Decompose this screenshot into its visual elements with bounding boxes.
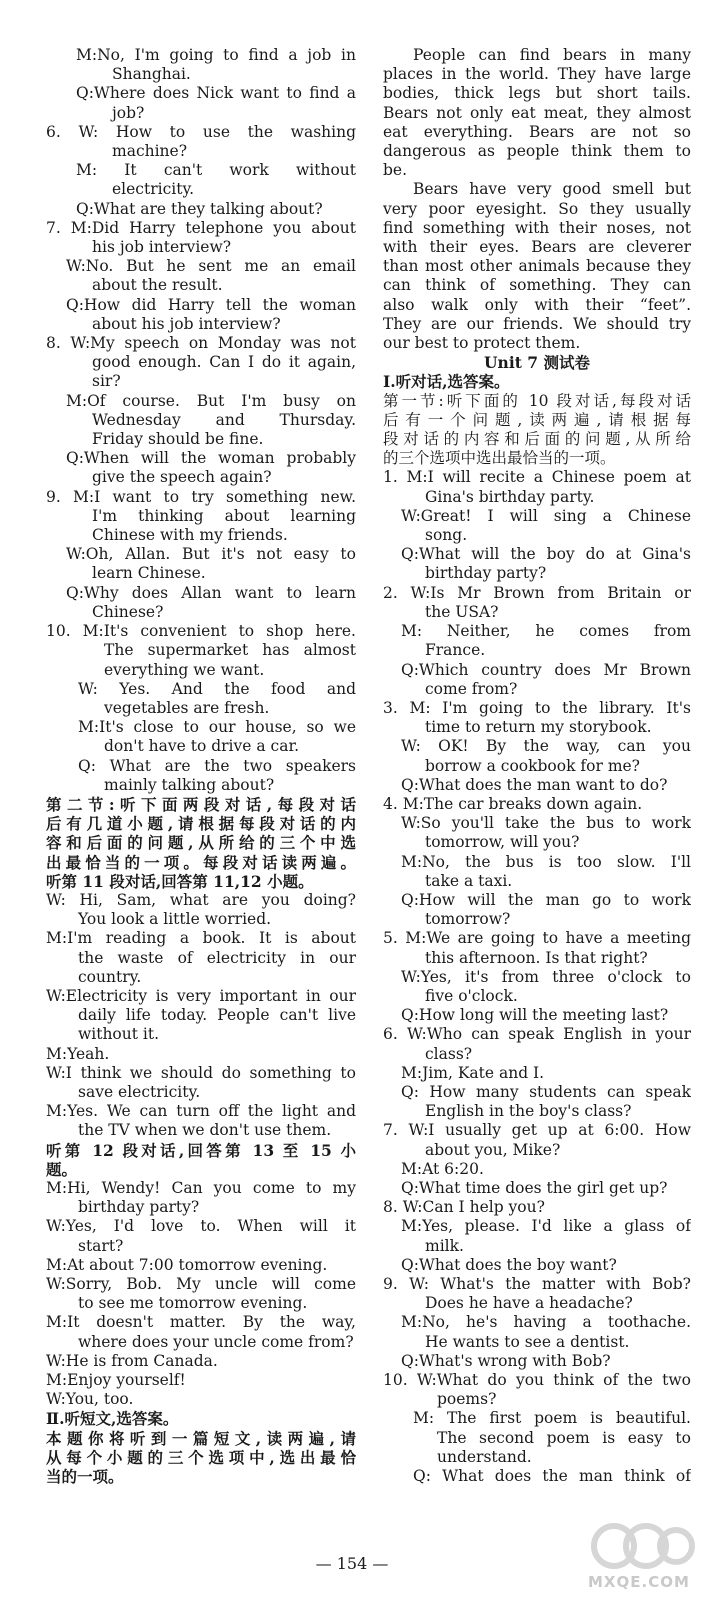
- right-column-line: this afternoon. Is that right?: [425, 948, 648, 967]
- right-column-line: France.: [425, 641, 486, 660]
- left-column-line: Wednesday and Thursday.: [92, 410, 356, 429]
- left-column-line: give the speech again?: [92, 468, 272, 487]
- right-column-line: W:Great! I will sing a Chinese: [401, 506, 691, 525]
- right-column-line: 3. M: I'm going to the library. It's: [383, 698, 691, 717]
- right-column-line: borrow a cookbook for me?: [425, 756, 640, 775]
- right-column-line: tomorrow, will you?: [425, 833, 580, 852]
- left-column-line: M:It doesn't matter. By the way,: [46, 1313, 356, 1332]
- left-column-line: good enough. Can I do it again,: [92, 353, 356, 372]
- left-column-line: W:You, too.: [46, 1390, 134, 1409]
- right-column-line: poems?: [437, 1390, 497, 1409]
- right-column-line: W:Yes, it's from three o'clock to: [401, 967, 691, 986]
- left-column-line: job?: [112, 103, 145, 122]
- left-column-line: country.: [78, 967, 142, 986]
- left-column-line: W:Sorry, Bob. My uncle will come: [46, 1275, 356, 1293]
- right-column-line: eat everything. Bears are not so: [383, 122, 691, 141]
- left-column-line: W:Oh, Allan. But it's not easy to: [66, 545, 356, 564]
- right-column-line: find something with their noses, not: [383, 218, 691, 237]
- right-column-line: be.: [383, 161, 408, 180]
- right-column-line: can think of something. They can: [383, 276, 691, 295]
- left-column-line: W:He is from Canada.: [46, 1351, 218, 1370]
- left-column-line: 听第 12 段对话,回答第 13 至 15 小: [46, 1140, 356, 1160]
- left-column-line: his job interview?: [92, 238, 232, 257]
- right-column-line: milk.: [425, 1236, 464, 1255]
- right-column-line: M:No, the bus is too slow. I'll: [401, 852, 691, 871]
- left-column-line: Chinese with my friends.: [92, 526, 288, 545]
- right-column-line: 2. W:Is Mr Brown from Britain or: [383, 583, 691, 602]
- right-column-line: M: The first poem is beautiful.: [413, 1409, 691, 1428]
- left-column-line: Q: What are the two speakers: [78, 756, 356, 775]
- right-column-line: song.: [425, 526, 468, 545]
- right-column-line: 7. W:I usually get up at 6:00. How: [383, 1121, 691, 1140]
- left-column-line: Q:How did Harry tell the woman: [66, 295, 356, 314]
- left-column-line: sir?: [92, 372, 121, 391]
- left-column-line: Q:Where does Nick want to find a: [76, 84, 356, 103]
- right-column-line: 8. W:Can I help you?: [383, 1198, 545, 1217]
- left-column-line: M:Of course. But I'm busy on: [66, 391, 356, 410]
- right-column-line: 1. M:I will recite a Chinese poem at: [383, 468, 691, 487]
- left-column: [46, 46, 356, 1486]
- right-column-line: very poor eyesight. So they usually: [383, 199, 691, 218]
- right-column-line: dangerous as people think them to: [383, 142, 691, 161]
- right-column-line: Gina's birthday party.: [425, 487, 595, 506]
- left-column-line: 当的一项。: [46, 1467, 124, 1487]
- right-column-line: come from?: [425, 679, 518, 698]
- left-column-line: the TV when we don't use them.: [78, 1121, 332, 1140]
- right-column-line: English in the boy's class?: [425, 1102, 632, 1121]
- right-column-line: Q:What's wrong with Bob?: [401, 1351, 611, 1370]
- right-column-line: M:At 6:20.: [401, 1159, 484, 1178]
- right-column-line: The second poem is easy to: [437, 1428, 691, 1447]
- right-column-line: Q:What does the man want to do?: [401, 775, 668, 794]
- right-column-line: 第一节:听下面的 10 段对话,每段对话: [383, 391, 691, 410]
- right-column-line: take a taxi.: [425, 871, 513, 890]
- right-column-line: Q:What time does the girl get up?: [401, 1178, 668, 1197]
- right-column-line: 的三个选项中选出最恰当的一项。: [383, 449, 616, 468]
- right-column-line: understand.: [437, 1447, 532, 1466]
- right-column-line: 9. W: What's the matter with Bob?: [383, 1275, 691, 1293]
- left-column-line: Q:Why does Allan want to learn: [66, 583, 356, 602]
- left-column-line: everything we want.: [104, 660, 265, 679]
- right-column-line: Q:Which country does Mr Brown: [401, 660, 691, 679]
- right-column-line: than most other animals because they: [383, 257, 691, 276]
- right-column-line: 段对话的内容和后面的问题,从所给: [383, 430, 691, 449]
- right-column-line: 5. M:We are going to have a meeting: [383, 929, 691, 948]
- left-column-line: the waste of electricity in our: [78, 948, 356, 967]
- right-column-line: M:No, he's having a toothache.: [401, 1313, 691, 1332]
- left-column-line: about the result.: [92, 276, 223, 295]
- right-column-line: M: Neither, he comes from: [401, 622, 691, 641]
- right-column-line: M:Jim, Kate and I.: [401, 1063, 545, 1082]
- left-column-line: W: Yes. And the food and: [78, 679, 356, 698]
- right-column: [383, 46, 691, 1486]
- right-column-line: class?: [425, 1044, 473, 1063]
- left-column-line: You look a little worried.: [78, 910, 272, 929]
- left-column-line: 容和后面的问题,从所给的三个中选: [46, 833, 356, 853]
- right-column-line: tomorrow?: [425, 910, 511, 929]
- left-column-line: vegetables are fresh.: [104, 698, 270, 717]
- right-column-line: also walk only with their “feet”.: [383, 295, 691, 314]
- left-column-line: to see me tomorrow evening.: [78, 1294, 308, 1313]
- right-column-line: They are our friends. We should try: [383, 314, 691, 333]
- right-column-line: Q:What does the boy want?: [401, 1255, 617, 1274]
- left-column-line: electricity.: [112, 180, 195, 199]
- left-column-line: 出最恰当的一项。每段对话读两遍。: [46, 852, 356, 872]
- left-column-line: Q:When will the woman probably: [66, 449, 356, 468]
- left-column-line: Chinese?: [92, 602, 164, 621]
- left-column-line: 第二节:听下面两段对话,每段对话: [46, 794, 356, 814]
- right-column-line: 4. M:The car breaks down again.: [383, 794, 643, 813]
- right-column-line: He wants to see a dentist.: [425, 1332, 630, 1351]
- left-column-line: machine?: [112, 142, 188, 161]
- left-column-line: birthday party?: [78, 1198, 200, 1217]
- right-column-line: Does he have a headache?: [425, 1294, 633, 1313]
- left-column-line: W:Yes, I'd love to. When will it: [46, 1217, 356, 1236]
- left-column-line: Shanghai.: [112, 65, 191, 84]
- left-column-line: Friday should be fine.: [92, 430, 264, 449]
- right-column-line: Q: What does the man think of: [413, 1467, 691, 1486]
- left-column-line: 8. W:My speech on Monday was not: [46, 334, 356, 353]
- right-column-line: birthday party?: [425, 564, 547, 583]
- right-column-line: 10. W:What do you think of the two: [383, 1371, 691, 1390]
- right-column-line: M:Yes, please. I'd like a glass of: [401, 1217, 691, 1236]
- left-column-line: save electricity.: [78, 1082, 201, 1101]
- right-column-line: W: OK! By the way, can you: [401, 737, 691, 756]
- left-column-line: M:Yes. We can turn off the light and: [46, 1102, 356, 1121]
- left-column-line: 10. M:It's convenient to shop here.: [46, 622, 356, 641]
- left-column-line: Q:What are they talking about?: [76, 199, 323, 218]
- left-column-line: M:At about 7:00 tomorrow evening.: [46, 1255, 328, 1274]
- left-column-line: 6. W: How to use the washing: [46, 122, 356, 141]
- left-column-line: start?: [78, 1236, 124, 1255]
- left-column-line: 后有几道小题,请根据每段对话的内: [46, 814, 356, 834]
- left-column-line: 题。: [46, 1159, 78, 1179]
- right-column-line: places in the world. They have large: [383, 65, 691, 84]
- left-column-line: M:Enjoy yourself!: [46, 1371, 186, 1390]
- left-column-line: without it.: [78, 1025, 160, 1044]
- right-column-line: People can find bears in many: [413, 46, 691, 64]
- left-column-line: W:Electricity is very important in our: [46, 986, 356, 1005]
- right-column-line: Q:How will the man go to work: [401, 890, 691, 909]
- right-column-line: W:So you'll take the bus to work: [401, 814, 691, 833]
- left-column-line: W:I think we should do something to: [46, 1063, 356, 1082]
- left-column-line: M:It's close to our house, so we: [78, 718, 356, 737]
- left-column-line: learn Chinese.: [92, 564, 206, 583]
- right-column-line: Q:How long will the meeting last?: [401, 1006, 669, 1025]
- section-title: Unit 7 测试卷: [484, 353, 590, 373]
- left-column-line: M:Yeah.: [46, 1044, 110, 1063]
- right-column-line: Q: How many students can speak: [401, 1082, 691, 1101]
- left-column-line: M: It can't work without: [76, 161, 356, 180]
- right-column-line: the USA?: [425, 602, 499, 621]
- right-column-line: Bears have very good smell but: [413, 180, 691, 199]
- right-column-line: Bears not only eat meat, they almost: [383, 103, 691, 122]
- left-column-line: W:No. But he sent me an email: [66, 257, 356, 276]
- right-column-line: Q:What will the boy do at Gina's: [401, 545, 691, 564]
- left-column-line: The supermarket has almost: [104, 641, 356, 660]
- left-column-line: 从每个小题的三个选项中,选出最恰: [46, 1447, 356, 1467]
- left-column-line: M:Hi, Wendy! Can you come to my: [46, 1178, 356, 1197]
- left-column-line: where does your uncle come from?: [78, 1332, 354, 1351]
- left-column-line: mainly talking about?: [104, 775, 275, 794]
- left-column-line: about his job interview?: [92, 314, 281, 333]
- right-column-line: our best to protect them.: [383, 334, 581, 353]
- right-column-line: Ⅰ.听对话,选答案。: [383, 372, 510, 392]
- left-column-line: 7. M:Did Harry telephone you about: [46, 218, 356, 237]
- right-column-line: five o'clock.: [425, 986, 518, 1005]
- left-column-line: I'm thinking about learning: [92, 506, 356, 525]
- left-column-line: Ⅱ.听短文,选答案。: [46, 1409, 179, 1429]
- left-column-line: 9. M:I want to try something new.: [46, 487, 356, 506]
- page-number: — 154 —: [315, 1554, 389, 1573]
- left-column-line: don't have to drive a car.: [104, 737, 300, 756]
- right-column-line: 6. W:Who can speak English in your: [383, 1025, 691, 1044]
- right-column-line: about you, Mike?: [425, 1140, 561, 1159]
- left-column-line: daily life today. People can't live: [78, 1006, 356, 1025]
- watermark-logo: [584, 1510, 696, 1594]
- right-column-line: time to return my storybook.: [425, 718, 652, 737]
- left-column-line: M:No, I'm going to find a job in: [76, 46, 356, 64]
- left-column-line: 听第 11 段对话,回答第 11,12 小题。: [46, 871, 314, 891]
- right-column-line: with their eyes. Bears are cleverer: [383, 238, 691, 257]
- left-column-line: M:I'm reading a book. It is about: [46, 929, 356, 948]
- watermark-text: MXQE.COM: [588, 1572, 690, 1591]
- left-column-line: 本题你将听到一篇短文,读两遍,请: [46, 1428, 356, 1448]
- right-column-line: bodies, thick legs but short tails.: [383, 84, 691, 103]
- right-column-line: 后有一个问题,读两遍,请根据每: [383, 410, 691, 429]
- left-column-line: W: Hi, Sam, what are you doing?: [46, 890, 356, 909]
